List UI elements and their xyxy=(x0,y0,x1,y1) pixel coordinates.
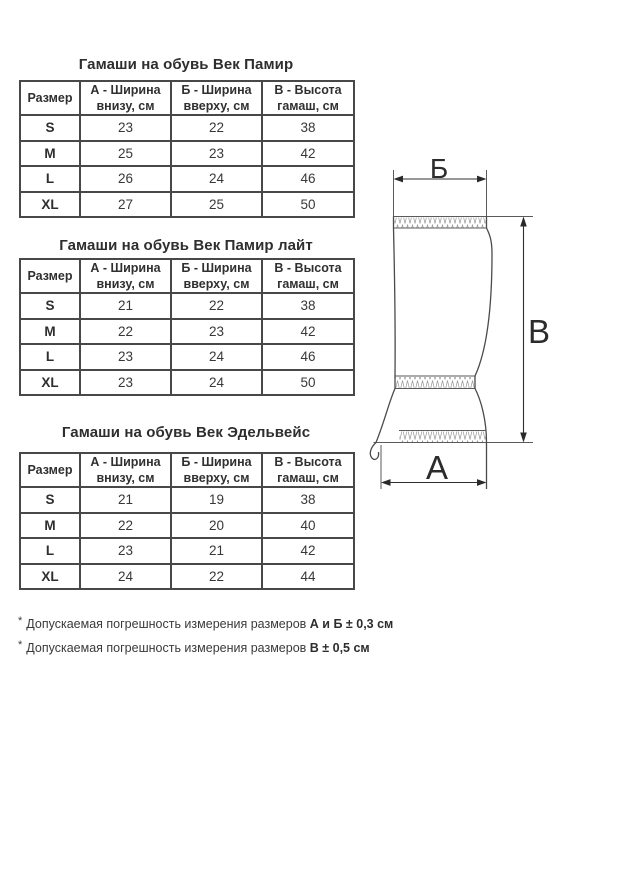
dim-label-top-width: Б xyxy=(429,153,449,184)
cell-size: XL xyxy=(20,564,80,590)
header-cell-height: В - Высота гамаш, см xyxy=(262,81,354,115)
gaiter-outline-right xyxy=(475,217,492,490)
cell-width-bottom: 23 xyxy=(80,344,171,370)
header-cell-size: Размер xyxy=(20,453,80,487)
header-cell-size: Размер xyxy=(20,81,80,115)
table-row xyxy=(20,344,354,370)
cell-size: XL xyxy=(20,370,80,396)
table-header-row xyxy=(20,453,354,487)
cell-width-top: 19 xyxy=(171,487,262,513)
cell-size: L xyxy=(20,538,80,564)
size-table-pamir-light xyxy=(19,258,355,396)
cell-width-top: 22 xyxy=(171,293,262,319)
cell-width-top: 23 xyxy=(171,141,262,167)
table-header-row xyxy=(20,259,354,293)
cell-size: L xyxy=(20,166,80,192)
table-row xyxy=(20,115,354,141)
cell-size: L xyxy=(20,344,80,370)
cell-width-top: 20 xyxy=(171,513,262,539)
gaiter-hook xyxy=(370,443,378,460)
cell-height: 42 xyxy=(262,538,354,564)
cell-width-bottom: 21 xyxy=(80,293,171,319)
cell-height: 46 xyxy=(262,344,354,370)
table-row xyxy=(20,538,354,564)
cell-height: 38 xyxy=(262,487,354,513)
footnote-bold-value: А и Б ± 0,3 см xyxy=(309,617,394,631)
cell-height: 42 xyxy=(262,141,354,167)
cell-size: M xyxy=(20,319,80,345)
cell-size: M xyxy=(20,141,80,167)
cell-size: S xyxy=(20,115,80,141)
footnote-marker: * xyxy=(18,615,23,627)
hatch-band-top xyxy=(395,218,486,228)
cell-height: 38 xyxy=(262,115,354,141)
cell-size: M xyxy=(20,513,80,539)
footnote-text: Допускаемая погрешность измерения размеров xyxy=(26,641,307,655)
cell-width-bottom: 22 xyxy=(80,513,171,539)
cell-height: 42 xyxy=(262,319,354,345)
table-row xyxy=(20,513,354,539)
header-cell-width-top: Б - Ширина вверху, см xyxy=(171,453,262,487)
header-cell-width-bottom: А - Ширина внизу, см xyxy=(80,81,171,115)
dim-label-bottom-width: А xyxy=(425,449,449,486)
header-cell-width-bottom: А - Ширина внизу, см xyxy=(80,259,171,293)
cell-width-top: 25 xyxy=(171,192,262,218)
table-row xyxy=(20,319,354,345)
header-cell-width-top: Б - Ширина вверху, см xyxy=(171,259,262,293)
header-cell-width-top: Б - Ширина вверху, см xyxy=(171,81,262,115)
header-cell-size: Размер xyxy=(20,259,80,293)
table-row xyxy=(20,293,354,319)
cell-height: 50 xyxy=(262,192,354,218)
cell-width-top: 24 xyxy=(171,166,262,192)
cell-height: 46 xyxy=(262,166,354,192)
dim-label-height: В xyxy=(528,313,551,350)
cell-height: 50 xyxy=(262,370,354,396)
cell-size: S xyxy=(20,293,80,319)
size-table-pamir xyxy=(19,80,355,218)
cell-height: 38 xyxy=(262,293,354,319)
cell-width-bottom: 25 xyxy=(80,141,171,167)
cell-width-top: 22 xyxy=(171,115,262,141)
cell-height: 44 xyxy=(262,564,354,590)
size-table-edelweiss xyxy=(19,452,355,590)
table-row xyxy=(20,564,354,590)
cell-width-top: 24 xyxy=(171,344,262,370)
cell-width-top: 23 xyxy=(171,319,262,345)
table-title-edelweiss: Гамаши на обувь Век Эдельвейс xyxy=(61,424,311,441)
footnote-marker: * xyxy=(18,639,23,651)
cell-width-bottom: 23 xyxy=(80,115,171,141)
table-title-pamir-light: Гамаши на обувь Век Памир лайт xyxy=(59,237,313,254)
table-row xyxy=(20,166,354,192)
hatch-band-middle xyxy=(396,377,475,388)
gaiter-diagram xyxy=(360,140,619,500)
cell-width-bottom: 23 xyxy=(80,370,171,396)
footnote-text: Допускаемая погрешность измерения размеров xyxy=(26,617,307,631)
footnote-tolerance-ab xyxy=(18,613,598,632)
cell-size: XL xyxy=(20,192,80,218)
cell-width-bottom: 21 xyxy=(80,487,171,513)
gaiter-outline-left xyxy=(376,217,395,443)
table-row xyxy=(20,370,354,396)
hatch-band-bottom xyxy=(400,432,486,443)
header-cell-height: В - Высота гамаш, см xyxy=(262,259,354,293)
cell-width-top: 21 xyxy=(171,538,262,564)
dim-arrow-height xyxy=(520,217,527,443)
cell-width-bottom: 26 xyxy=(80,166,171,192)
cell-width-top: 22 xyxy=(171,564,262,590)
header-cell-width-bottom: А - Ширина внизу, см xyxy=(80,453,171,487)
footnote-bold-value: В ± 0,5 см xyxy=(309,641,370,655)
cell-width-bottom: 27 xyxy=(80,192,171,218)
cell-height: 40 xyxy=(262,513,354,539)
cell-width-bottom: 23 xyxy=(80,538,171,564)
table-title-pamir: Гамаши на обувь Век Памир xyxy=(78,56,294,73)
table-row xyxy=(20,487,354,513)
cell-width-bottom: 22 xyxy=(80,319,171,345)
cell-size: S xyxy=(20,487,80,513)
header-cell-height: В - Высота гамаш, см xyxy=(262,453,354,487)
table-header-row xyxy=(20,81,354,115)
table-row xyxy=(20,192,354,218)
cell-width-bottom: 24 xyxy=(80,564,171,590)
table-row xyxy=(20,141,354,167)
footnote-tolerance-v xyxy=(18,637,598,656)
cell-width-top: 24 xyxy=(171,370,262,396)
